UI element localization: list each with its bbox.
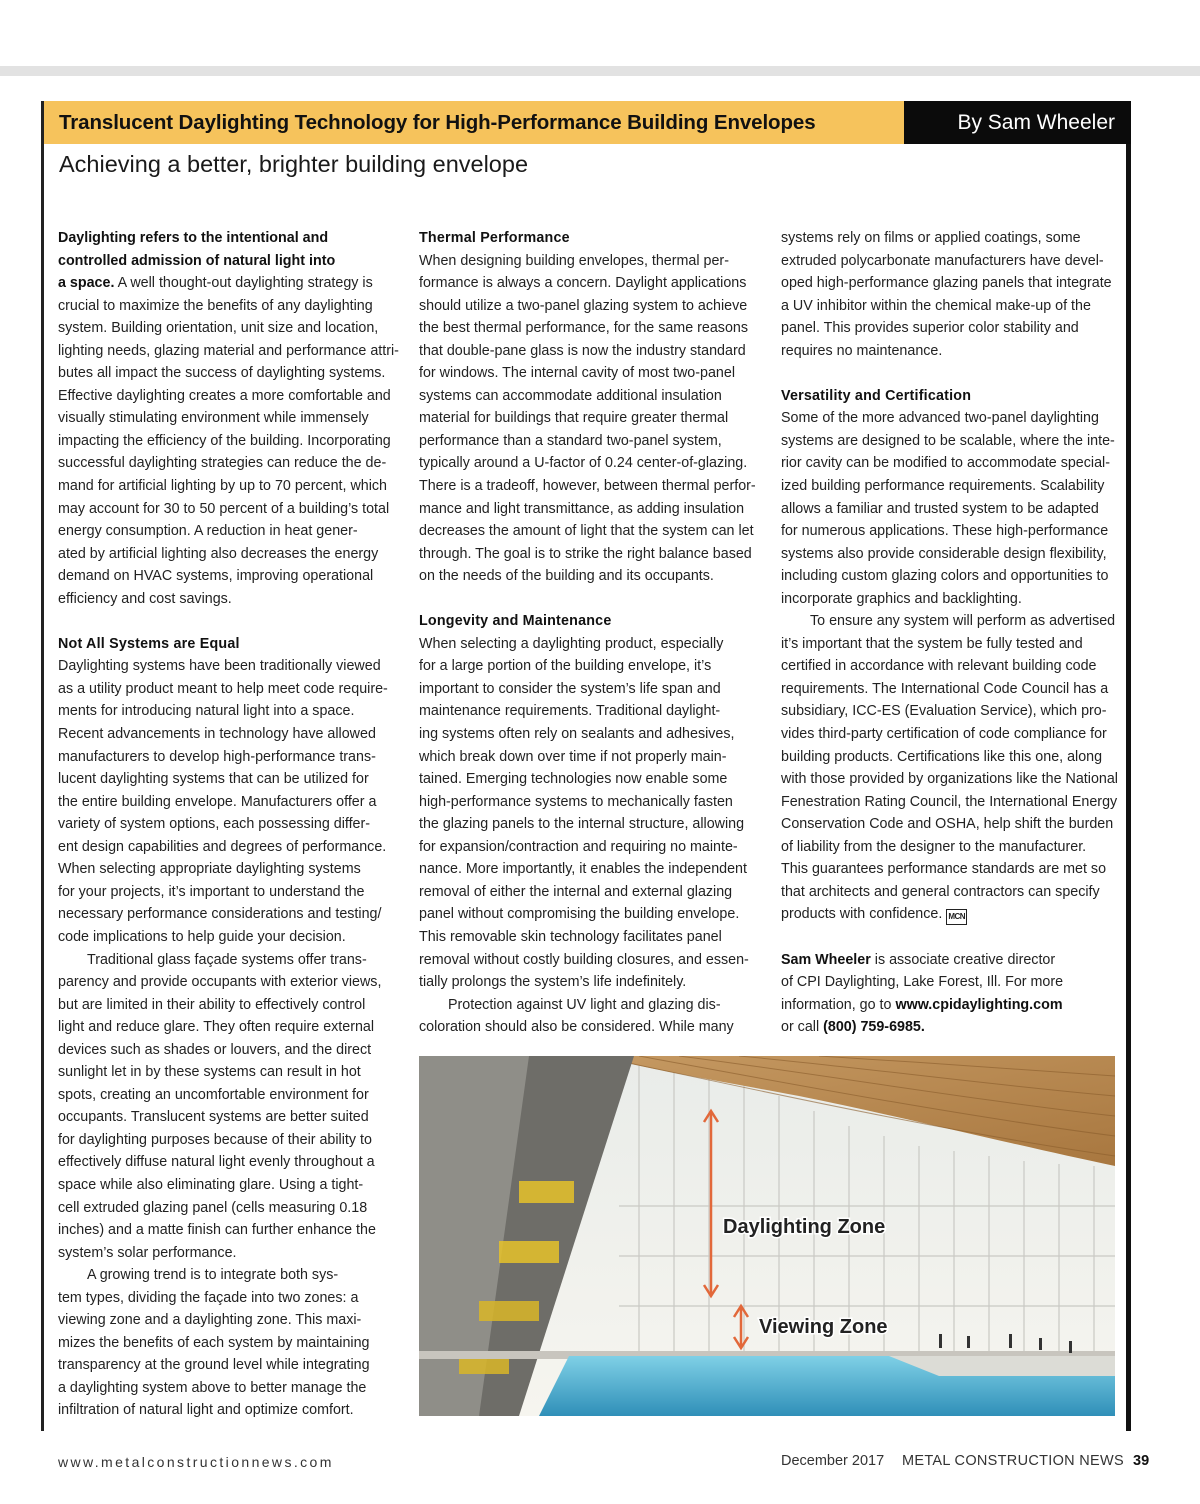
text-line: for daylighting purposes because of their ability to	[58, 1131, 372, 1148]
text-line: requires no maintenance.	[781, 342, 943, 359]
article-column-1	[58, 227, 398, 1422]
text-line: lucent daylighting systems that can be utilized for	[58, 771, 369, 788]
text-line: decreases the amount of light that the system can let	[419, 523, 754, 540]
text-line: mizes the benefits of each system by maintaining	[58, 1334, 370, 1351]
author-bio-line: or call (800) 759-6985.	[781, 1019, 925, 1036]
paragraph-gap	[419, 588, 764, 611]
text-line: crucial to maximize the benefits of any daylighting	[58, 297, 373, 314]
text-line: with those provided by organizations like the National	[781, 771, 1118, 788]
text-line: transparency at the ground level while integrating	[58, 1357, 370, 1374]
text-line: ments for introducing natural light into a space.	[58, 703, 355, 720]
text-line: should utilize a two-panel glazing system to achieve	[419, 297, 748, 314]
text-line: that architects and general contractors can specify	[781, 883, 1100, 900]
text-line: systems rely on films or applied coatings, some	[781, 230, 1081, 246]
text-line: viewing zone and a daylighting zone. This maxi-	[58, 1312, 362, 1329]
text-line: ized building performance requirements. Scalability	[781, 478, 1105, 495]
text-line: the best thermal performance, for the same reasons	[419, 320, 748, 337]
author-bio-line: of CPI Daylighting, Lake Forest, Ill. For more	[781, 974, 1064, 991]
text-line: impacting the efficiency of the building. Incorporating	[58, 432, 391, 449]
text-line: mance and light transmittance, as adding insulation	[419, 500, 745, 517]
text-line: infiltration of natural light and optimize comfort.	[58, 1402, 354, 1419]
text-line: panel. This provides superior color stability and	[781, 320, 1079, 337]
article-frame-right-rule	[1126, 101, 1131, 1431]
text-line: occupants. Translucent systems are better suited	[58, 1109, 369, 1126]
text-line: light and reduce glare. They often require external	[58, 1019, 375, 1036]
text-line: Effective daylighting creates a more comfortable and	[58, 387, 391, 404]
text-line: variety of system options, each possessing differ-	[58, 816, 371, 833]
text-line: as a utility product meant to help meet code require-	[58, 680, 388, 697]
text-line: the glazing panels to the internal structure, allowing	[419, 816, 745, 833]
author-band	[904, 101, 1131, 144]
daylighting-zone-label: Daylighting Zone	[723, 1216, 886, 1238]
text-line: but are limited in their ability to effectively control	[58, 996, 366, 1013]
text-line: important to consider the system’s life span and	[419, 680, 721, 697]
text-line: This guarantees performance standards are met so	[781, 861, 1107, 878]
text-line: a daylighting system above to better manage the	[58, 1379, 367, 1396]
text-line: Protection against UV light and glazing dis-	[448, 996, 721, 1013]
text-line: oped high-performance glazing panels that integrate	[781, 275, 1112, 292]
text-line: manufacturers to develop high-performance trans-	[58, 748, 376, 765]
natatorium-photo	[419, 1056, 1115, 1416]
text-line: tially prolongs the system’s life indefinitely.	[419, 974, 687, 991]
text-line: Traditional glass façade systems offer trans-	[87, 951, 367, 968]
footer-website[interactable]: www.metalconstructionnews.com	[58, 1454, 334, 1470]
text-line: sunlight let in by these systems can result in hot	[58, 1064, 361, 1081]
text-line: energy consumption. A reduction in heat gener-	[58, 523, 358, 540]
text-line: Recent advancements in technology have allowed	[58, 726, 376, 743]
phone-number: (800) 759-6985.	[823, 1019, 925, 1036]
text-line: parency and provide occupants with exterior views,	[58, 974, 382, 991]
section-heading: Longevity and Maintenance	[419, 613, 612, 630]
author-bio-line: information, go to www.cpidaylighting.com	[781, 996, 1063, 1013]
website-link[interactable]: www.cpidaylighting.com	[895, 996, 1063, 1013]
text-line: a space. A well thought-out daylighting strategy is	[58, 275, 373, 292]
section-heading: Versatility and Certification	[781, 387, 972, 404]
title-band	[44, 101, 904, 144]
text-line: which break down over time if not properly main-	[419, 748, 727, 765]
text-line: visually stimulating environment while immensely	[58, 410, 369, 427]
text-line: necessary performance considerations and testing/	[58, 906, 382, 923]
text-line: removal of either the internal and external glazing	[419, 883, 733, 900]
text-line: performance than a standard two-panel system,	[419, 432, 722, 449]
article-frame-left-rule	[41, 101, 44, 1431]
text-line: ent design capabilities and degrees of performance.	[58, 838, 387, 855]
text-line: for windows. The internal cavity of most two-panel	[419, 365, 735, 382]
text-line: tained. Emerging technologies now enable some	[419, 771, 728, 788]
text-line: for your projects, it’s important to understand the	[58, 883, 365, 900]
text-line: products with confidence. MCN	[781, 903, 1121, 926]
author-byline: By Sam Wheeler	[957, 110, 1115, 134]
article-column-2	[419, 227, 764, 1039]
article-title: Translucent Daylighting Technology for High-Performance Building Envelopes	[59, 110, 816, 134]
text-line: on the needs of the building and its occupants.	[419, 568, 714, 585]
text-line: Daylighting refers to the intentional and	[58, 230, 329, 246]
text-line: When selecting appropriate daylighting systems	[58, 861, 361, 878]
text-line: of liability from the designer to the manufacturer.	[781, 838, 1087, 855]
text-line: mand for artificial lighting by up to 70 percent, which	[58, 478, 388, 495]
text-line: Conservation Code and OSHA, help shift the burden	[781, 816, 1114, 833]
text-line: a UV inhibitor within the chemical make-up of the	[781, 297, 1091, 314]
text-line: effectively diffuse natural light evenly throughout a	[58, 1154, 375, 1171]
text-line: panel without compromising the building envelope.	[419, 906, 740, 923]
text-line: butes all impact the success of daylighting systems.	[58, 365, 386, 382]
text-line: ated by artificial lighting also decreases the energy	[58, 545, 379, 562]
text-line: system. Building orientation, unit size and location,	[58, 320, 379, 337]
text-line: When selecting a daylighting product, especially	[419, 635, 724, 652]
text-line: space while also eliminating glare. Using a tight-	[58, 1176, 364, 1193]
text-line: subsidiary, ICC-ES (Evaluation Service), which pro-	[781, 703, 1107, 720]
text-line: systems are designed to be scalable, where the inte-	[781, 432, 1115, 449]
text-line: system’s solar performance.	[58, 1244, 237, 1261]
text-line: tem types, dividing the façade into two zones: a	[58, 1289, 359, 1306]
text-line: formance is always a concern. Daylight applications	[419, 275, 747, 292]
text-line: successful daylighting strategies can reduce the de-	[58, 455, 387, 472]
text-line: extruded polycarbonate manufacturers have devel-	[781, 252, 1104, 269]
text-line: Fenestration Rating Council, the International Energy	[781, 793, 1118, 810]
text-line: cell extruded glazing panel (cells measuring 0.18	[58, 1199, 368, 1216]
text-line: controlled admission of natural light into	[58, 252, 336, 269]
text-line: spots, creating an uncomfortable environment for	[58, 1086, 369, 1103]
text-line: ing systems often rely on sealants and adhesives,	[419, 726, 735, 743]
section-heading: Thermal Performance	[419, 230, 570, 246]
section-heading: Not All Systems are Equal	[58, 635, 240, 652]
text-line: including custom glazing colors and opportunities to	[781, 568, 1109, 585]
text-line: code implications to help guide your decision.	[58, 928, 346, 945]
text-line: certified in accordance with relevant building code	[781, 658, 1097, 675]
text-line: There is a tradeoff, however, between thermal perfor-	[419, 478, 756, 495]
text-line: for a large portion of the building envelope, it’s	[419, 658, 712, 675]
text-line: nance. More importantly, it enables the independent	[419, 861, 747, 878]
text-line: allows a familiar and trusted system to be adapted	[781, 500, 1099, 517]
footer-magazine-name: METAL CONSTRUCTION NEWS	[902, 1453, 1124, 1469]
text-line: material for buildings that require greater thermal	[419, 410, 729, 427]
text-line: Daylighting systems have been traditionally viewed	[58, 658, 381, 675]
viewing-zone-label: Viewing Zone	[759, 1316, 888, 1338]
article-subtitle: Achieving a better, brighter building envelope	[59, 151, 529, 177]
paragraph-gap	[58, 610, 398, 633]
article-column-3	[781, 227, 1121, 1039]
author-bio-line: Sam Wheeler is associate creative director	[781, 951, 1056, 968]
text-line: coloration should also be considered. While many	[419, 1019, 734, 1036]
text-line: inches) and a matte finish can further enhance the	[58, 1222, 376, 1239]
text-line: for expansion/contraction and requiring no mainte-	[419, 838, 738, 855]
top-gray-rule	[0, 66, 1200, 76]
text-line: may account for 30 to 50 percent of a building’s total	[58, 500, 390, 517]
text-line: building products. Certifications like this one, along	[781, 748, 1103, 765]
text-line: systems can accommodate additional insulation	[419, 387, 722, 404]
text-line: Some of the more advanced two-panel daylighting	[781, 410, 1099, 427]
footer-issue-date: December 2017	[781, 1453, 885, 1469]
mcn-end-mark-icon: MCN	[946, 909, 967, 925]
text-line: devices such as shades or louvers, and the direct	[58, 1041, 372, 1058]
text-line: rior cavity can be modified to accommodate special-	[781, 455, 1110, 472]
text-line: through. The goal is to strike the right balance based	[419, 545, 752, 562]
text-line: lighting needs, glazing material and performance attri-	[58, 342, 399, 359]
text-line: To ensure any system will perform as advertised	[810, 613, 1116, 630]
text-line: for numerous applications. These high-performance	[781, 523, 1109, 540]
footer-page-number: 39	[1133, 1453, 1150, 1469]
text-line: efficiency and cost savings.	[58, 590, 232, 607]
text-line: it’s important that the system be fully tested and	[781, 635, 1083, 652]
text-line: typically around a U-factor of 0.24 center-of-glazing.	[419, 455, 748, 472]
text-line: high-performance systems to mechanically fasten	[419, 793, 733, 810]
text-line: incorporate graphics and backlighting.	[781, 590, 1022, 607]
text-line: This removable skin technology facilitates panel	[419, 928, 722, 945]
text-line: the entire building envelope. Manufacturers offer a	[58, 793, 377, 810]
paragraph-gap	[781, 362, 1121, 385]
text-line: maintenance requirements. Traditional daylight-	[419, 703, 721, 720]
text-line: systems also provide considerable design flexibility,	[781, 545, 1107, 562]
text-line: requirements. The International Code Council has a	[781, 680, 1109, 697]
text-line: A growing trend is to integrate both sys-	[87, 1267, 339, 1284]
text-line: that double-pane glass is now the industry standard	[419, 342, 746, 359]
paragraph-gap	[781, 926, 1121, 949]
text-line: vides third-party certification of code compliance for	[781, 726, 1107, 743]
text-line: When designing building envelopes, thermal per-	[419, 252, 729, 269]
text-line: removal without costly building closures, and essen-	[419, 951, 749, 968]
text-line: demand on HVAC systems, improving operational	[58, 568, 374, 585]
